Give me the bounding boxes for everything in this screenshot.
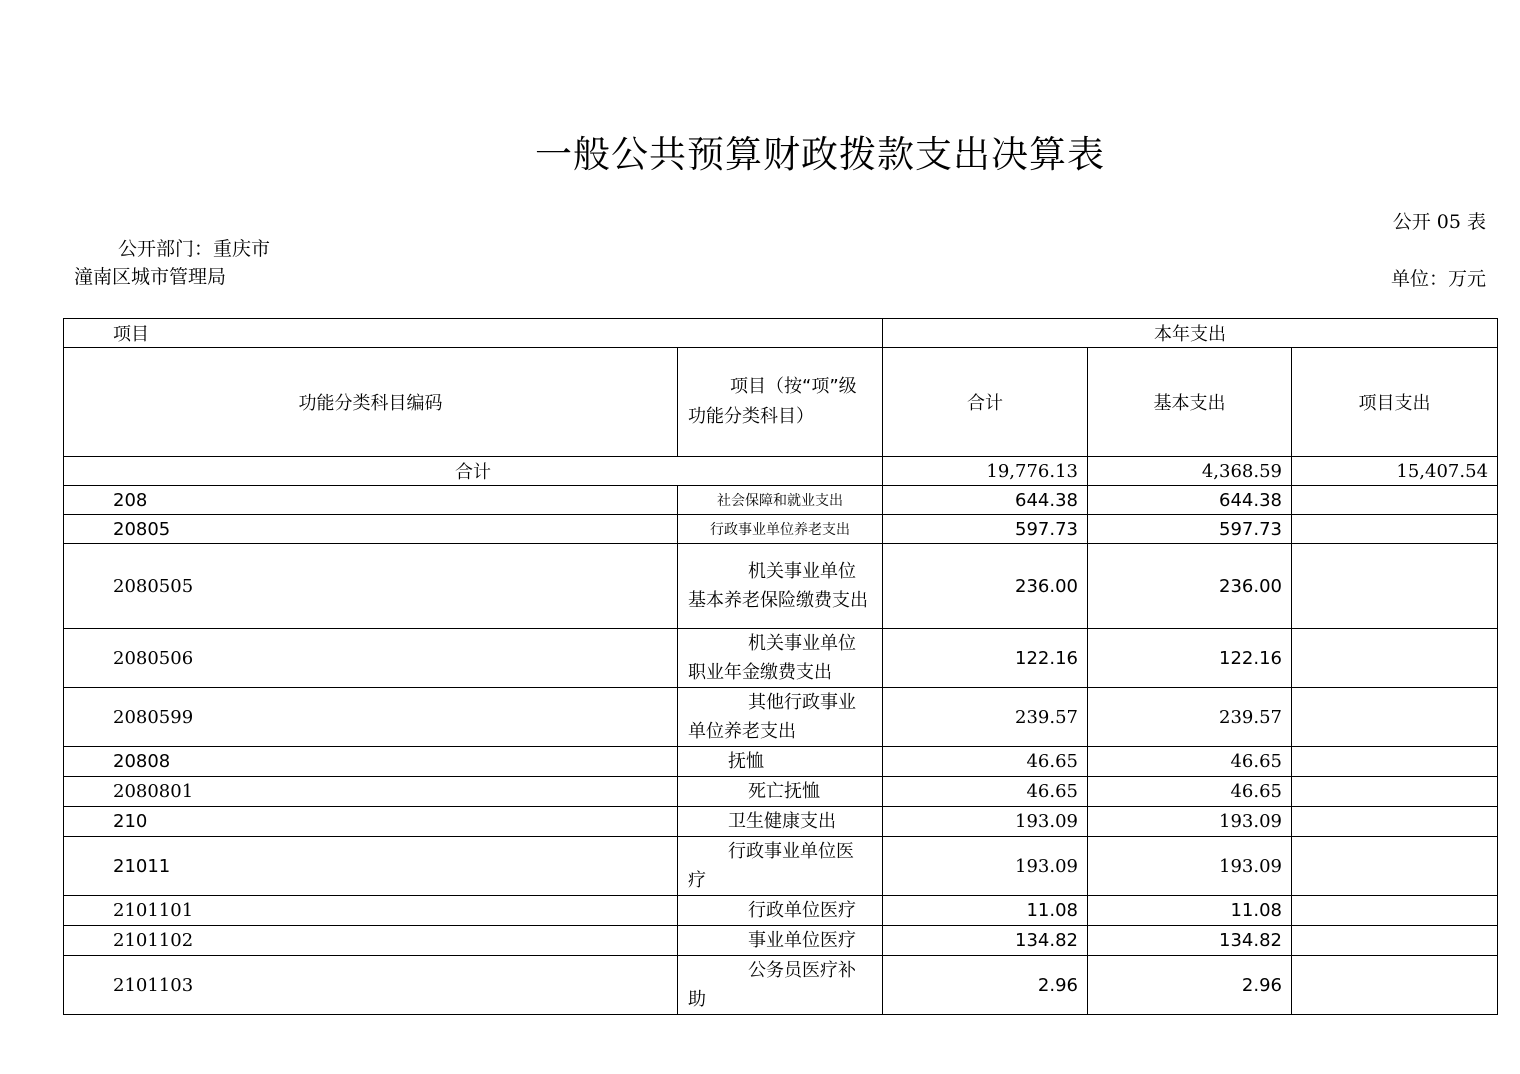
row-total: 134.82 xyxy=(883,926,1088,956)
expenditure-table xyxy=(63,318,1498,1015)
table-row xyxy=(64,807,1498,837)
department-label: 公开部门：重庆市潼南区城市管理局 xyxy=(74,238,271,288)
row-project xyxy=(1292,837,1498,896)
row-basic: 134.82 xyxy=(1088,926,1292,956)
total-basic: 4,368.59 xyxy=(1088,457,1292,486)
row-code: 21011 xyxy=(64,837,678,896)
header-basic: 基本支出 xyxy=(1088,348,1292,457)
total-total: 19,776.13 xyxy=(883,457,1088,486)
table-row xyxy=(64,956,1498,1015)
row-basic: 46.65 xyxy=(1088,747,1292,777)
row-basic: 597.73 xyxy=(1088,515,1292,544)
row-name: 机关事业单位基本养老保险缴费支出 xyxy=(678,544,883,629)
table-row xyxy=(64,544,1498,629)
row-project xyxy=(1292,747,1498,777)
table-row xyxy=(64,486,1498,515)
row-code: 2101102 xyxy=(64,926,678,956)
row-project xyxy=(1292,486,1498,515)
table-row xyxy=(64,688,1498,747)
row-total: 122.16 xyxy=(883,629,1088,688)
header-row-1 xyxy=(64,319,1498,348)
total-label: 合计 xyxy=(64,457,883,486)
row-total: 644.38 xyxy=(883,486,1088,515)
row-code: 2080599 xyxy=(64,688,678,747)
row-basic: 239.57 xyxy=(1088,688,1292,747)
row-code: 208 xyxy=(64,486,678,515)
row-project xyxy=(1292,629,1498,688)
row-project xyxy=(1292,515,1498,544)
row-name: 行政单位医疗 xyxy=(678,896,883,926)
row-project xyxy=(1292,688,1498,747)
row-project xyxy=(1292,896,1498,926)
row-project xyxy=(1292,544,1498,629)
row-total: 597.73 xyxy=(883,515,1088,544)
row-code: 20808 xyxy=(64,747,678,777)
table-row xyxy=(64,777,1498,807)
row-name: 公务员医疗补助 xyxy=(678,956,883,1015)
table-row xyxy=(64,926,1498,956)
row-total: 193.09 xyxy=(883,837,1088,896)
table-number: 公开 05 表 xyxy=(1392,211,1486,233)
table-row xyxy=(64,837,1498,896)
table-row xyxy=(64,515,1498,544)
row-code: 2101101 xyxy=(64,896,678,926)
row-basic: 122.16 xyxy=(1088,629,1292,688)
header-item: 项目 xyxy=(64,319,883,348)
row-name: 社会保障和就业支出 xyxy=(678,486,883,515)
row-basic: 11.08 xyxy=(1088,896,1292,926)
row-total: 239.57 xyxy=(883,688,1088,747)
row-name: 其他行政事业单位养老支出 xyxy=(678,688,883,747)
row-name: 行政事业单位养老支出 xyxy=(678,515,883,544)
row-total: 46.65 xyxy=(883,747,1088,777)
header-name: 项目（按“项”级功能分类科目） xyxy=(678,348,883,457)
header-code: 功能分类科目编码 xyxy=(64,348,678,457)
row-basic: 236.00 xyxy=(1088,544,1292,629)
row-code: 2080801 xyxy=(64,777,678,807)
row-project xyxy=(1292,926,1498,956)
row-basic: 46.65 xyxy=(1088,777,1292,807)
table-row xyxy=(64,896,1498,926)
header-total: 合计 xyxy=(883,348,1088,457)
row-basic: 193.09 xyxy=(1088,837,1292,896)
row-name: 事业单位医疗 xyxy=(678,926,883,956)
row-name: 死亡抚恤 xyxy=(678,777,883,807)
row-name: 机关事业单位职业年金缴费支出 xyxy=(678,629,883,688)
row-total: 193.09 xyxy=(883,807,1088,837)
row-total: 2.96 xyxy=(883,956,1088,1015)
row-basic: 2.96 xyxy=(1088,956,1292,1015)
row-project xyxy=(1292,956,1498,1015)
row-name: 卫生健康支出 xyxy=(678,807,883,837)
row-project xyxy=(1292,777,1498,807)
header-current-year: 本年支出 xyxy=(883,319,1498,348)
row-basic: 644.38 xyxy=(1088,486,1292,515)
row-code: 2080506 xyxy=(64,629,678,688)
row-name: 抚恤 xyxy=(678,747,883,777)
header-project: 项目支出 xyxy=(1292,348,1498,457)
row-total: 236.00 xyxy=(883,544,1088,629)
row-name: 行政事业单位医疗 xyxy=(678,837,883,896)
table-row xyxy=(64,629,1498,688)
header-row-2 xyxy=(64,348,1498,457)
total-row xyxy=(64,457,1498,486)
row-code: 2080505 xyxy=(64,544,678,629)
unit-label: 单位：万元 xyxy=(1390,268,1486,290)
total-project: 15,407.54 xyxy=(1292,457,1498,486)
row-code: 210 xyxy=(64,807,678,837)
row-basic: 193.09 xyxy=(1088,807,1292,837)
row-project xyxy=(1292,807,1498,837)
row-code: 2101103 xyxy=(64,956,678,1015)
row-code: 20805 xyxy=(64,515,678,544)
table-row xyxy=(64,747,1498,777)
row-total: 11.08 xyxy=(883,896,1088,926)
row-total: 46.65 xyxy=(883,777,1088,807)
page-title: 一般公共预算财政拨款支出决算表 xyxy=(535,133,1105,176)
